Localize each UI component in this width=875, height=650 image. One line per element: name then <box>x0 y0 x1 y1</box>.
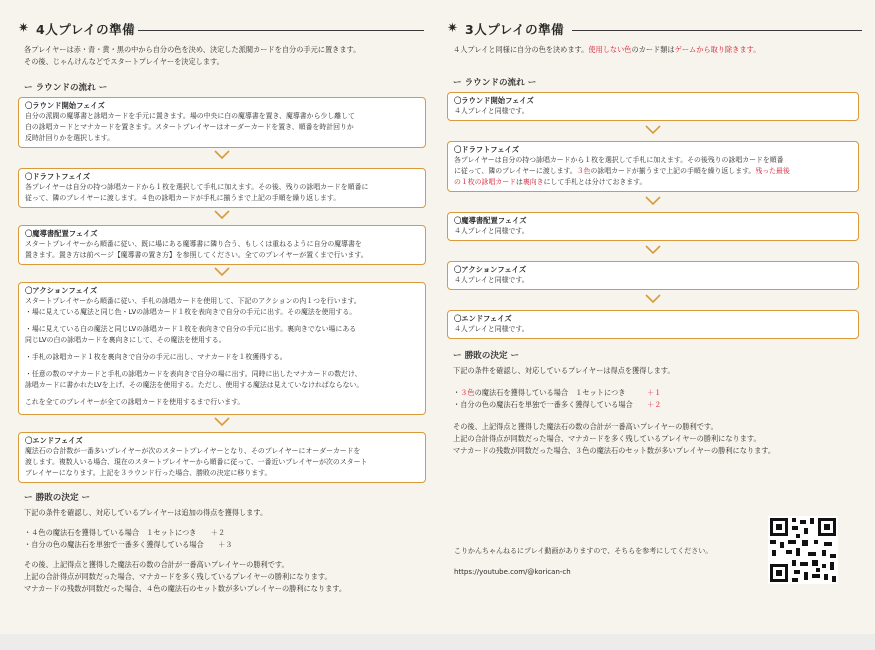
phase-text: ４人プレイと同様です。 <box>454 276 529 284</box>
victory-rule: 上記の合計得点が同数だった場合、マナカードを多く残しているプレイヤーの勝利になります。 <box>24 572 332 581</box>
phase-box-round-start <box>447 92 859 121</box>
title-divider <box>138 30 424 31</box>
phase-title: 〇ドラフトフェイズ <box>454 145 520 154</box>
phase-text: 反時計回りかを選択します。 <box>25 134 115 142</box>
phase-text: 自分の派閥の魔導書と詠唱カードを手元に置きます。場の中央に白の魔導書を置き、魔導書から少し離して <box>25 112 355 120</box>
three-player-title-row <box>447 20 867 42</box>
condition-points: ＋２ <box>210 528 226 537</box>
victory-intro: 下記の条件を確認し、対応しているプレイヤーは得点を獲得します。 <box>453 366 675 375</box>
qr-code[interactable] <box>768 516 838 584</box>
phase-text: 従って、隣のプレイヤーに渡します。４色の詠唱カードが手札に揃うまで上記の手順を繰り返します。 <box>25 194 341 202</box>
phase-text: 白の詠唱カードとマナカードを置きます。スタートプレイヤーはオーダーカードを置き、順番を時計回りか <box>25 123 354 131</box>
phase-title: 〇アクションフェイズ <box>25 286 98 295</box>
phase-text: 渡します。複数人いる場合、現在のスタートプレイヤーから順番に従って、一番近いプレイヤーが次のスタート <box>25 458 368 466</box>
condition-text: ・４色の魔法石を獲得している場合 １セットにつき <box>24 528 197 537</box>
phase-text: 魔法石の合計数が一番多いプレイヤーが次のスタートプレイヤーとなり、そのプレイヤーにオーダーカードを <box>25 447 361 455</box>
phase-title: 〇魔導書配置フェイズ <box>25 229 98 238</box>
victory-heading: ー 勝敗の決定 ー <box>24 493 91 503</box>
title-divider <box>572 30 862 31</box>
condition-text: ・自分の色の魔法石を単独で一番多く獲得している場合 <box>24 540 204 549</box>
phase-box-round-start <box>18 97 426 148</box>
condition-highlight: ３色 <box>460 388 475 397</box>
chevron-down-icon <box>18 210 426 221</box>
phase-title: 〇ドラフトフェイズ <box>25 172 91 181</box>
round-flow-heading: ー ラウンドの流れ ー <box>24 83 108 93</box>
chevron-down-icon <box>447 196 859 207</box>
bottom-strip <box>0 634 875 650</box>
condition-points: ＋２ <box>647 400 662 409</box>
victory-rule: その後、上記得点と獲得した魔法石の数の合計が一番高いプレイヤーの勝利です。 <box>453 422 718 431</box>
phase-text: ４人プレイと同様です。 <box>454 325 529 333</box>
chevron-down-icon <box>447 245 859 256</box>
intro-line: 各プレイヤーは赤・青・黄・黒の中から自分の色を決め、決定した派閥カードを自分の手元に置きます。 <box>24 45 361 54</box>
phase-text: ・任意の数のマナカードと手札の詠唱カードを表向きで自分の場に出す。同時に出したマナカードの数だけ、 <box>25 370 362 378</box>
page-title: 3人プレイの準備 <box>465 22 565 37</box>
intro-text: のカード類は <box>631 45 675 54</box>
phase-text: 置きます。置き方は前ページ【魔導書の置き方】を参照してください。全てのプレイヤーが置くまで行います。 <box>25 251 368 259</box>
phase-text: ４人プレイと同様です。 <box>454 107 529 115</box>
phase-text: 詠唱カードに書かれたLVを上げ、その魔法を使用する。ただし、使用する魔法は見えていなければならない。 <box>25 381 364 389</box>
phase-text-segment: にして手札とは分けておきます。 <box>543 178 647 186</box>
intro-line: その後、じゃんけんなどでスタートプレイヤーを決定します。 <box>24 57 224 66</box>
phase-text: 各プレイヤーは自分の持つ詠唱カードから１枚を選択して手札に加えます。その後、残りの詠唱カードを順番に <box>25 183 369 191</box>
phase-text <box>454 166 852 177</box>
phase-title: 〇エンドフェイズ <box>25 436 83 445</box>
phase-title: 〇エンドフェイズ <box>454 314 512 323</box>
phase-text-highlight: の１枚の詠唱カード <box>454 178 517 186</box>
chevron-down-icon <box>18 267 426 278</box>
phase-text: プレイヤーになります。上記を３ラウンド行った場合、勝敗の決定に移ります。 <box>25 469 272 477</box>
condition-prefix: ・ <box>453 388 461 397</box>
victory-intro: 下記の条件を確認し、対応しているプレイヤーは追加の得点を獲得します。 <box>24 508 268 517</box>
phase-text-highlight: 残った最後 <box>755 167 790 175</box>
phase-box-end <box>447 310 859 339</box>
phase-text: ・場に見えている魔法と同じ色・LVの詠唱カード１枚を表向きで自分の手元に出す。その魔法を使用する。 <box>25 308 357 316</box>
video-note: こりかんちゃんねるにプレイ動画がありますので、そちらを参考にしてください。 <box>454 547 713 555</box>
phase-box-action <box>447 261 859 290</box>
phase-box-end <box>18 432 426 483</box>
intro-line <box>447 44 867 56</box>
phase-text-segment: に従って、隣のプレイヤーに渡します。 <box>454 167 577 175</box>
condition-points: ＋１ <box>646 388 662 397</box>
phase-box-grimoire-placement <box>18 225 426 265</box>
phase-text-highlight: 裏向き <box>522 178 544 186</box>
four-player-title-row <box>18 20 426 42</box>
condition-text: ・自分の色の魔法石を単独で一番多く獲得している場合 <box>453 400 633 409</box>
victory-heading: ー 勝敗の決定 ー <box>453 351 520 361</box>
four-player-column <box>18 0 426 595</box>
victory-rule: 上記の合計得点が同数だった場合、マナカードを多く残しているプレイヤーの勝利になります。 <box>453 434 761 443</box>
phase-box-draft <box>18 168 426 208</box>
intro-highlight: ゲームから取り除きます。 <box>674 45 761 54</box>
sparkle-icon: ✷ <box>447 21 458 36</box>
condition-text: の魔法石を獲得している場合 １セットにつき <box>474 388 626 397</box>
condition-item <box>447 387 867 399</box>
victory-rule: マナカードの残数が同数だった場合、４色の魔法石のセット数が多いプレイヤーの勝利になります。 <box>24 584 347 593</box>
chevron-down-icon <box>447 125 859 136</box>
phase-box-grimoire-placement <box>447 212 859 241</box>
phase-text: ・手札の詠唱カード１枚を裏向きで自分の手元に出し、マナカードを１枚獲得する。 <box>25 353 287 361</box>
phase-text: 各プレイヤーは自分の持つ詠唱カードから１枚を選択して手札に加えます。その後残りの詠唱カードを順番 <box>454 156 784 164</box>
phase-title: 〇ラウンド開始フェイズ <box>454 96 534 105</box>
intro-highlight: 使用しない色 <box>588 45 632 54</box>
phase-text-segment: は <box>516 178 523 186</box>
phase-title: 〇アクションフェイズ <box>454 265 527 274</box>
phase-box-action <box>18 282 426 415</box>
condition-item <box>18 539 426 551</box>
victory-rule: マナカードの残数が同数だった場合、３色の魔法石のセット数が多いプレイヤーの勝利になります。 <box>453 446 776 455</box>
phase-title: 〇魔導書配置フェイズ <box>454 216 527 225</box>
three-player-column <box>447 0 867 457</box>
phase-title: 〇ラウンド開始フェイズ <box>25 101 105 110</box>
condition-item <box>18 527 426 539</box>
condition-points: ＋３ <box>218 540 233 549</box>
phase-text: スタートプレイヤーから順番に従い、手札の詠唱カードを使用して、下記のアクションの内１つを行います。 <box>25 297 361 305</box>
phase-text: スタートプレイヤーから順番に従い、既に場にある魔導書に隣り合う、もしくは重ねるように自分の魔導書を <box>25 240 362 248</box>
phase-text: これを全てのプレイヤーが全ての詠唱カードを使用するまで行います。 <box>25 398 245 406</box>
phase-text: 同じLVの白の詠唱カードを裏向きにして、その魔法を使用する。 <box>25 336 226 344</box>
victory-rule: その後、上記得点と獲得した魔法石の数の合計が一番高いプレイヤーの勝利です。 <box>24 560 289 569</box>
sparkle-icon: ✷ <box>18 21 29 36</box>
phase-text <box>454 177 852 188</box>
phase-text-highlight: ３色 <box>576 167 591 175</box>
round-flow-heading: ー ラウンドの流れ ー <box>453 78 537 88</box>
page-title: 4人プレイの準備 <box>36 22 136 37</box>
phase-text: ４人プレイと同様です。 <box>454 227 529 235</box>
chevron-down-icon <box>18 150 426 161</box>
intro-text: ４人プレイと同様に自分の色を決めます。 <box>453 45 589 54</box>
phase-box-draft <box>447 141 859 192</box>
youtube-link[interactable]: https://youtube.com/@korican-ch <box>454 568 571 576</box>
phase-text-segment: の詠唱カードが揃うまで上記の手順を繰り返します。 <box>590 167 756 175</box>
phase-text: ・場に見えている白の魔法と同じLVの詠唱カード１枚を表向きで自分の手元に出す。裏向きでない場にある <box>25 325 357 333</box>
chevron-down-icon <box>18 417 426 428</box>
condition-item <box>447 399 867 411</box>
chevron-down-icon <box>447 294 859 305</box>
